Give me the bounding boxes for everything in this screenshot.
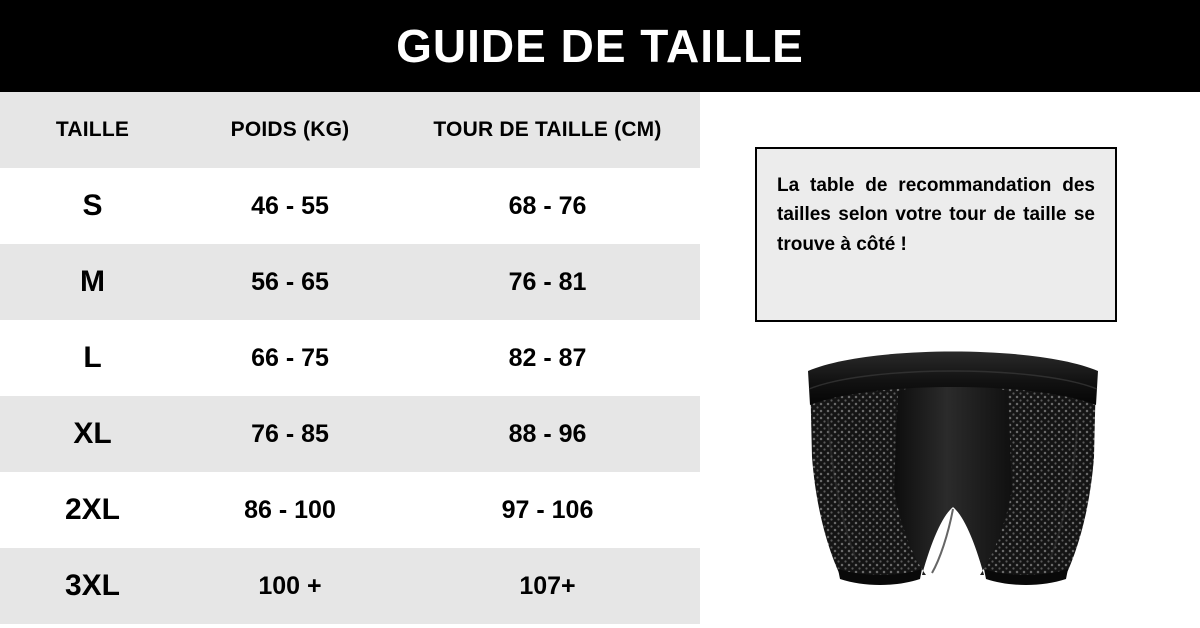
column-header-waist: TOUR DE TAILLE (CM): [433, 118, 662, 141]
cell-size: S: [82, 189, 103, 222]
column-header-weight: POIDS (KG): [230, 118, 350, 141]
cell-weight: 100 +: [258, 571, 322, 600]
cell-weight: 56 - 65: [251, 267, 329, 296]
cell-waist: 88 - 96: [508, 419, 587, 448]
table-row: [0, 244, 700, 320]
cell-size: 2XL: [64, 493, 121, 526]
cell-weight: 76 - 85: [251, 419, 329, 448]
table-row: [0, 396, 700, 472]
cell-weight: 46 - 55: [251, 191, 329, 220]
right-panel: [700, 92, 1200, 628]
cell-waist: 97 - 106: [501, 495, 594, 524]
cell-weight: 86 - 100: [244, 495, 336, 524]
cell-waist: 76 - 81: [508, 267, 587, 296]
cell-size: 3XL: [64, 569, 121, 602]
cell-waist: 107+: [519, 571, 576, 600]
table-row: [0, 168, 700, 244]
recommendation-note-text: La table de recommandation des tailles selon votre tour de taille se trouve à côté !: [777, 175, 1095, 255]
recommendation-note-box: [755, 147, 1117, 322]
table-row: [0, 320, 700, 396]
title-banner: [0, 0, 1200, 92]
table-header-row: [0, 92, 700, 168]
cell-waist: 82 - 87: [508, 343, 587, 372]
cell-size: L: [83, 341, 102, 374]
page-title: GUIDE DE TAILLE: [396, 20, 804, 72]
size-table: [0, 92, 700, 624]
table-row: [0, 548, 700, 624]
cell-weight: 66 - 75: [251, 343, 329, 372]
cell-size: XL: [73, 417, 112, 450]
column-header-size: TAILLE: [55, 118, 130, 141]
cell-size: M: [80, 265, 105, 298]
table-row: [0, 472, 700, 548]
boxer-brief-photo: [798, 339, 1108, 609]
cell-waist: 68 - 76: [508, 191, 587, 220]
